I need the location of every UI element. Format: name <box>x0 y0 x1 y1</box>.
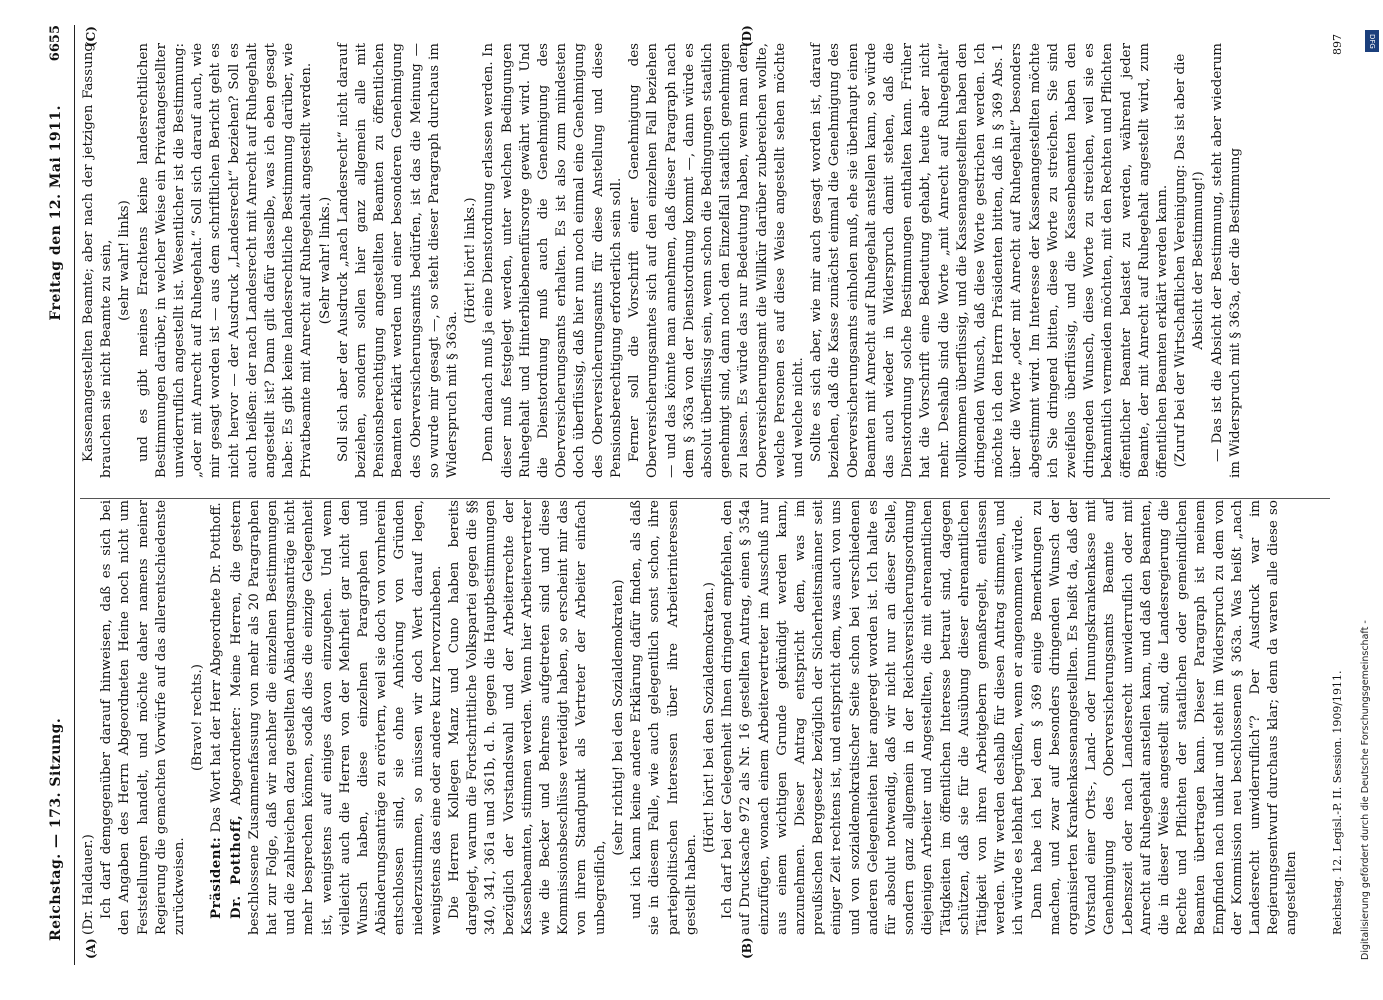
margin-marker-a: (A) <box>84 938 98 959</box>
interjection: (sehr richtig! bei den Sozialdemokraten) <box>610 579 626 856</box>
interjection: (sehr wahr! links) <box>117 200 133 321</box>
interjection: (Bravo! rechts.) <box>190 664 206 771</box>
interjection: (Hört! hört! links.) <box>463 197 479 324</box>
margin-marker-b: (B) <box>740 937 754 959</box>
speaker-name: Präsident: <box>208 836 225 919</box>
paragraph: Ferner soll die Vorschrift einer Genehmigung des Oberversicherungsamtes sich auf den einzelnen Fall beziehen — und das könnte man annehmen, daß dieser Paragraph nach dem § 363a von der Dienstordnung kommt —, dann würde es absolut überflüssig sein, wenn schon die Bedingungen staatlich genehmigt sind, dann noch den Einzelfall staatlich genehmigen zu lassen. Es würde das nur Bedeutung haben, wenn man dem Oberversicherungsamt die Willkür darüber zubereichen wollte, welche Personen es auf diese Weise angestellt sehen möchte und welche nicht. <box>627 43 806 478</box>
right-column <box>80 43 1245 478</box>
paragraph: — Das ist die Absicht der Bestimmung, steht aber wiederum im Widerspruch mit § 363a, der die Bestimmung <box>1209 43 1243 478</box>
paragraph: Dann habe ich bei dem § 369 einige Bemerkungen zu machen, und zwar auf besonders dringenden Wunsch der organisierten Krankenkassenangestellten. Es heißt da, daß der Vorstand einer Orts-, Land- oder Innungskrankenkasse mit Genehmigung des Oberversicherungsamts Beamte auf Lebenszeit oder nach Landesrecht unwiderruflich oder mit Anrecht auf Ruhegehalt anstellen kann, und daß den Beamten, die in dieser Weise angestellt sind, die Landesregierung die Rechte und Pflichten der staatlichen oder gemeindlichen Beamten übertragen kann. Dieser Paragraph ist meinem Empfinden nach unklar und steht im Widerspruch zu dem von der Kommission neu beschlossenen § 363a. Was heißt „nach Landesrecht unwiderruflich“? Der Ausdruck war im Regierungsentwurf durchaus klar; denn da waren alle diese so angestellten <box>1029 500 1300 935</box>
footer-citation: Reichstag. 12. Legisl.-P. II. Session. 1909/1911. <box>1331 670 1344 935</box>
speaker-paragraph <box>227 500 446 935</box>
header-left: Reichstag. — 173. Sitzung. <box>48 717 64 941</box>
speaker-continuation: (Dr. Haldauer.) <box>81 834 96 935</box>
header-date: Freitag den 12. Mai 1911. <box>48 105 64 321</box>
digitization-note: Digitalisierung gefördert durch die Deutsche Forschungsgemeinschaft - <box>1360 620 1371 960</box>
paragraph: Denn danach muß ja eine Dienstordnung erlassen werden. In dieser muß festgelegt werden, unter welchen Bedingungen Ruhegehalt und Hinterbliebenenfürsorge gewährt wird. Und die Dienstordnung muß auch die Genehmigung des Oberversicherungsamts erhalten. Es ist also zum mindesten doch überflüssig, daß hier nun noch einmal eine Genehmigung des Oberversicherungsamts für diese Anstellung und diese Pensionsberechtigung erforderlich sein soll. <box>481 43 624 478</box>
dfg-logo: DFG <box>1365 30 1379 52</box>
interjection: (Hört! hört! bei den Sozialdemokraten.) <box>701 582 717 853</box>
paragraph: Ich darf bei der Gelegenheit Ihnen dringend empfehlen, den auf Drucksache 972 als Nr. 16 gestellten Antrag, einen § 354a einzufügen, wonach einem Arbeitervertreter im Ausschuß nur aus einem wichtigen Grunde gekündigt werden kann, anzunehmen. Dieser Antrag entspricht dem, was im preußischen Berggesetz bezüglich der Sicherheitsmänner seit einiger Zeit rechtens ist, und entspricht dem, was auch von uns und von sozialdemokratischer Seite schon bei verschiedenen anderen Gelegenheiten hier angeregt worden ist. Ich halte es für absolut notwendig, daß wir nicht nur an dieser Stelle, sondern ganz allgemein in der Reichsversicherungsordnung diejenigen Arbeiter und Angestellten, die mit ehrenamtlichen Tätigkeiten im öffentlichen Interesse betraut sind, dagegen schützen, daß sie für die Ausübung dieser ehrenamtlichen Tätigkeit von ihren Arbeitgebern gemaßregelt, entlassen werden. Wir werden deshalb für diesen Antrag stimmen, und ich würde es lebhaft begrüßen, wenn er angenommen würde. <box>720 500 1027 935</box>
paragraph: Die Herren Kollegen Manz und Cuno haben bereits dargelegt, warum die Fortschrittliche Volkspartei gegen die §§ 340, 341, 361a und 361b, d. h. gegen die Hauptbestimmungen bezüglich der Vorstandswahl und der Arbeiterrechte der Kassenbeamten, stimmen werden. Wenn hier Arbeitervertreter wie die Becker und Behrens aufgetreten sind und diese Kommissionsbeschlüsse verteidigt haben, so erscheint mir das von ihrem Standpunkt als Vertreter der Arbeiter einfach unbegreiflich, <box>447 500 608 935</box>
column-separator <box>80 498 1330 499</box>
paragraph: Soll sich aber der Ausdruck „nach Landesrecht“ nicht darauf beziehen, sondern sollen hier ganz allgemein alle mit Pensionsberechtigung angestellten Beamten zu öffentlichen Beamten erklärt werden und einer besonderen Genehmigung des Oberversicherungsamts bedürfen, ist das die Meinung — so wurde mir gesagt —, so steht dieser Paragraph durchaus im Widerspruch mit § 363a. <box>335 43 461 478</box>
paragraph: Sollte es sich aber, wie mir auch gesagt worden ist, darauf beziehen, daß die Kasse zunächst einmal die Genehmigung des Oberversicherungsamts einholen muß, ehe sie überhaupt einen Beamten mit Anrecht auf Ruhegehalt anstellen kann, so würde das auch wieder in Widerspruch damit stehen, daß die Dienstordnung solche Bestimmungen enthalten kann. Früher hat die Vorschrift eine Bedeutung gehabt, heute aber nicht mehr. Deshalb sind die Worte „mit Anrecht auf Ruhegehalt“ vollkommen überflüssig, und die Kassenangestellten haben den dringenden Wunsch, daß diese Worte gestrichen werden. Ich möchte ich den Herrn Präsidenten bitten, daß in § 369 Abs. 1 über die Worte „oder mit Anrecht auf Ruhegehalt“ besonders abgestimmt wird. Im Interesse der Kassenangestellten möchte ich Sie dringend bitten, diese Worte zu streichen. Sie sind zweifellos überflüssig, und die Kassenbeamten haben den dringenden Wunsch, diese Worte zu streichen, weil sie es bekanntlich vermeiden möchten, mit den Rechten und Pflichten öffentlicher Beamter belastet zu werden, während jeder Beamte, der mit Anrecht auf Ruhegehalt angestellt wird, zum öffentlichen Beamten erklärt werden kann. <box>809 43 1170 478</box>
page-footer <box>1331 34 1344 935</box>
speaker-paragraph <box>207 500 226 935</box>
paragraph: und es gibt meines Erachtens keine landesrechtlichen Bestimmungen darüber, in welcher Weise ein Privatangestellter unwiderruflich angestellt ist. Wesentlicher ist die Bestimmung: „oder mit Anrecht auf Ruhegehalt.“ Soll sich darauf auch, wie mir gesagt worden ist — aus dem schriftlichen Bericht geht es nicht hervor — der Ausdruck „Landesrecht“ beziehen? Soll es auch heißen: der nach Landesrecht mit Anrecht auf Ruhegehalt angestellt ist? Dann gilt dafür dasselbe, was ich eben gesagt habe: Es gibt keine landesrechtliche Bestimmung darüber, wie Privatbeamte mit Anrecht auf Ruhegehalt angestellt werden. <box>135 43 315 478</box>
interjection: (Zuruf bei der Wirtschaftlichen Vereinigung: Das ist aber die Absicht der Bestimmung!) <box>1173 53 1207 468</box>
speaker-name: Dr. Potthoff, <box>227 814 244 919</box>
page-number: 6655 <box>48 25 63 62</box>
interjection: (Sehr wahr! links.) <box>317 196 333 325</box>
margin-marker-c: (C) <box>84 26 98 47</box>
paragraph: Ich darf demgegenüber darauf hinweisen, daß es sich bei den Angaben des Herrn Abgeordneten Heine noch nicht um Feststellungen handelt, und möchte daher namens meiner Regierung die gemachten Vorwürfe auf das allerentschiedenste zurückweisen. <box>99 500 188 935</box>
footer-sheet-number: 897 <box>1331 34 1344 55</box>
rotated-page <box>40 25 1350 965</box>
speech-text: Das Wort hat der Herr Abgeordnete Dr. Potthoff. <box>209 502 225 837</box>
speech-text: Abgeordneter: Meine Herren, die gestern beschlossene Zusammenfassung von mehr als 20 Paragraphen hat zur Folge, daß wir nachher die einzelnen Bestimmungen und die zahlreichen dazu gestellten Abänderungsanträge nicht mehr besprechen können, sodaß dies die einzige Gelegenheit ist, wenigstens auf einiges davon einzugehen. Und wenn vielleicht auch die Herren von der Mehrheit gar nicht den Wunsch haben, diese einzelnen Paragraphen und Abänderungsanträge zu erörtern, weil sie doch von vornherein entschlossen sind, sie ohne Anhörung von Gründen niederzustimmen, so müssen wir doch Wert darauf legen, wenigstens das eine oder andere kurz hervorzuheben. <box>228 499 444 935</box>
header-rule <box>74 25 75 965</box>
paragraph: und ich kann keine andere Erklärung dafür finden, als daß sie in diesem Falle, wie auch gelegentlich sonst schon, ihre parteipolitischen Interessen über ihre Arbeiterinteressen gestellt haben. <box>629 500 699 935</box>
left-column <box>80 500 1302 935</box>
paragraph: Kassenangestellten Beamte; aber nach der jetzigen Fassung brauchen sie nicht Beamte zu sein, <box>81 43 115 478</box>
margin-marker-d: (D) <box>740 25 754 47</box>
